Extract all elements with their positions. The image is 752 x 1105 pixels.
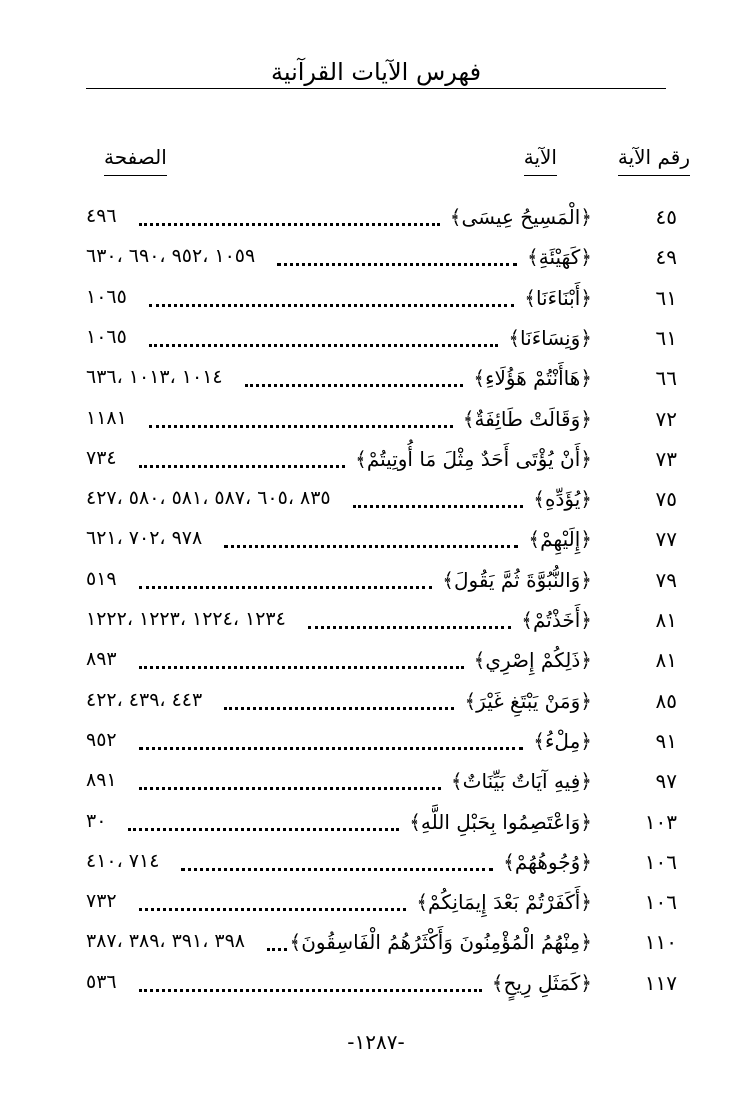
- leader-dots: [308, 622, 511, 629]
- ayah-number: ٤٩: [655, 245, 677, 270]
- ayah-text: ﴿أَنْ يُؤْتَى أَحَدٌ مِثْلَ مَا أُوتِيتُمْ﴾: [355, 446, 592, 471]
- leader-dots: [245, 380, 464, 387]
- index-row: [0, 245, 752, 285]
- ayah-text: ﴿وَاعْتَصِمُوا بِحَبْلِ اللَّهِ﴾: [409, 809, 592, 834]
- index-row: [0, 205, 752, 245]
- ayah-number: ٧٢: [655, 406, 677, 431]
- leader-dots: [139, 743, 524, 750]
- leader-dots: [277, 259, 517, 266]
- ayah-number: ٧٧: [655, 527, 677, 552]
- page-references: ٩٧٨ ،٧٠٢ ،٦٢١: [86, 527, 203, 550]
- index-row: [0, 608, 752, 648]
- column-header-ayah-number: رقم الآية: [618, 145, 690, 176]
- ayah-text: ﴿يُؤَدِّهِ﴾: [533, 487, 592, 512]
- ayah-text: ﴿كَمَثَلِ رِيحٍ﴾: [491, 970, 592, 995]
- index-row: [0, 648, 752, 688]
- page-references: ٥١٩: [86, 567, 117, 590]
- index-row: [0, 890, 752, 930]
- index-row: [0, 527, 752, 567]
- column-header-ayah: الآية: [524, 145, 557, 176]
- ayah-number: ٨١: [655, 648, 677, 673]
- index-row: [0, 568, 752, 608]
- page-references: ٣٩٨ ،٣٩١ ،٣٨٩ ،٣٨٧: [86, 930, 246, 953]
- ayah-text: ﴿الْمَسِيحُ عِيسَى﴾: [449, 205, 592, 229]
- index-row: [0, 850, 752, 890]
- page-references: ١٢٣٤ ،١٢٢٤ ،١٢٢٣ ،١٢٢٢: [86, 608, 286, 630]
- page-references: ١٠٥٩ ،٩٥٢ ،٦٩٠ ،٦٣٠: [86, 245, 256, 268]
- ayah-number: ٨١: [655, 608, 677, 632]
- leader-dots: [128, 824, 399, 831]
- leader-dots: [224, 541, 518, 548]
- leader-dots: [353, 501, 524, 508]
- ayah-number: ٩٧: [655, 769, 677, 794]
- leader-dots: [224, 703, 454, 710]
- page-references: ٧٣٢: [86, 890, 117, 913]
- ayah-number: ٧٣: [655, 446, 677, 471]
- page-number: -١٢٨٧-: [347, 1030, 405, 1054]
- ayah-text: ﴿وَالنُّبُوَّةَ ثُمَّ يَقُولَ﴾: [442, 567, 592, 592]
- ayah-text: ﴿وُجُوهُهُمْ﴾: [503, 849, 592, 874]
- leader-dots: [139, 219, 440, 226]
- ayah-text: ﴿أَبْنَاءَنَا﴾: [524, 285, 592, 310]
- ayah-number: ٦١: [655, 325, 677, 350]
- ayah-number: ١٠٦: [644, 890, 677, 915]
- index-row: [0, 971, 752, 1011]
- leader-dots: [139, 662, 464, 669]
- index-row: [0, 930, 752, 970]
- ayah-number: ٨٥: [655, 688, 677, 713]
- page-references: ١٠١٤ ،١٠١٣ ،٦٣٦: [86, 366, 223, 389]
- page-references: ٨٩١: [86, 769, 117, 792]
- ayah-text: ﴿إِلَيْهِمْ﴾: [528, 527, 592, 552]
- ayah-text: ﴿وَنِسَاءَنَا﴾: [508, 325, 592, 350]
- ayah-number: ١٠٣: [644, 809, 677, 834]
- page-references: ١٠٦٥: [86, 285, 127, 308]
- page-references: ٤٤٣ ،٤٣٩ ،٤٢٢: [86, 688, 203, 711]
- leader-dots: [139, 904, 407, 911]
- leader-dots: [139, 582, 433, 589]
- ayah-text: ﴿كَهَيْئَةِ﴾: [527, 245, 592, 270]
- ayah-number: ١١٧: [644, 970, 677, 995]
- leader-dots: [267, 944, 287, 951]
- header-rule: [86, 88, 666, 89]
- ayah-number: ٧٩: [655, 567, 677, 592]
- leader-dots: [149, 421, 453, 428]
- page-references: ٨٩٣: [86, 648, 117, 671]
- leader-dots: [149, 300, 514, 307]
- leader-dots: [139, 783, 441, 790]
- page-references: ٨٣٥ ،٦٠٥ ،٥٨٧ ،٥٨١ ،٥٨٠ ،٤٢٧: [86, 487, 331, 510]
- page-references: ١٠٦٥: [86, 325, 127, 348]
- ayah-number: ٩١: [655, 728, 677, 753]
- leader-dots: [149, 340, 499, 347]
- ayah-number: ٤٥: [655, 205, 677, 229]
- ayah-text: ﴿ذَلِكُمْ إِصْرِي﴾: [473, 648, 592, 673]
- ayah-text: ﴿فِيهِ آيَاتٌ بَيِّنَاتٌ﴾: [450, 769, 592, 794]
- page-references: ٧١٤ ،٤١٠: [86, 849, 160, 872]
- ayah-text: ﴿وَقَالَتْ طَائِفَةٌ﴾: [462, 406, 592, 431]
- index-row: [0, 487, 752, 527]
- ayah-text: ﴿هَاأَنْتُمْ هَؤُلَاءِ﴾: [473, 366, 592, 391]
- leader-dots: [181, 864, 493, 871]
- page-references: ٣٠: [86, 809, 107, 832]
- index-row: [0, 729, 752, 769]
- page-references: ٥٣٦: [86, 970, 117, 993]
- page-references: ٧٣٤: [86, 446, 117, 469]
- ayah-text: ﴿أَكَفَرْتُمْ بَعْدَ إِيمَانِكُمْ﴾: [416, 890, 592, 915]
- ayah-text: ﴿أَخَذْتُمْ﴾: [521, 608, 592, 632]
- ayah-number: ٦١: [655, 285, 677, 310]
- index-row: [0, 447, 752, 487]
- leader-dots: [139, 985, 482, 992]
- index-row: [0, 326, 752, 366]
- running-head: فهرس الآيات القرآنية: [270, 58, 482, 86]
- page-references: ٩٥٢: [86, 728, 117, 751]
- ayah-text: ﴿وَمَنْ يَبْتَغِ غَيْرَ﴾: [464, 688, 592, 713]
- index-row: [0, 407, 752, 447]
- column-header-page: الصفحة: [104, 145, 167, 176]
- index-row: [0, 769, 752, 809]
- page-references: ١١٨١: [86, 406, 127, 429]
- ayah-text: ﴿مِلْءُ﴾: [533, 728, 592, 753]
- leader-dots: [139, 461, 345, 468]
- index-row: [0, 366, 752, 406]
- ayah-number: ١٠٦: [644, 849, 677, 874]
- index-row: [0, 810, 752, 850]
- ayah-number: ٦٦: [655, 366, 677, 391]
- ayah-number: ١١٠: [644, 930, 677, 955]
- ayah-text: ﴿مِنْهُمُ الْمُؤْمِنُونَ وَأَكْثَرُهُمُ الْفَاسِقُونَ﴾: [289, 930, 592, 955]
- page-references: ٤٩٦: [86, 205, 117, 227]
- index-row: [0, 689, 752, 729]
- index-row: [0, 286, 752, 326]
- ayah-number: ٧٥: [655, 487, 677, 512]
